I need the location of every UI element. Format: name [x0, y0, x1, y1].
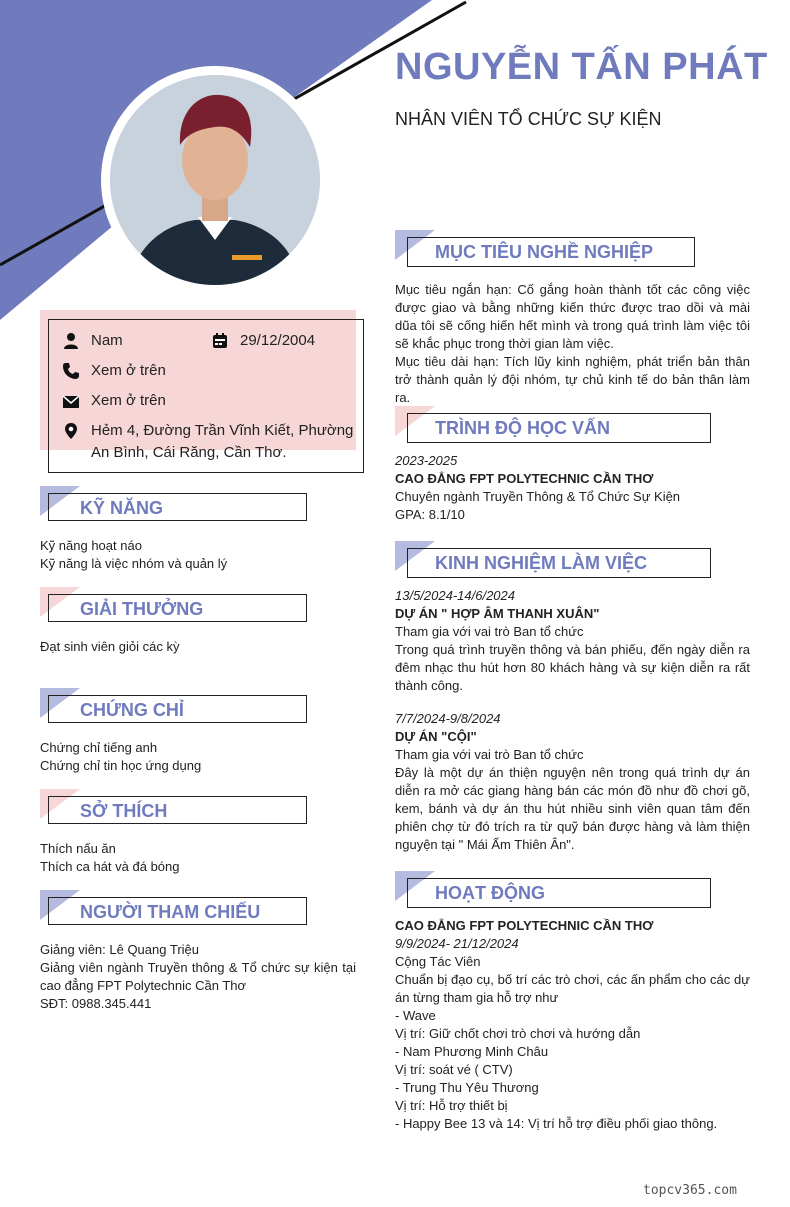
activity-description: Chuẩn bị đạo cụ, bố trí các trò chơi, các ấn phẩm cho các dự án từng tham gia hỗ trợ như — [395, 972, 750, 1005]
activities-entry — [395, 917, 750, 1133]
list-item: Giảng viên: Lê Quang Triệu — [40, 942, 199, 957]
certificates-list — [40, 739, 360, 775]
list-item: Kỹ năng hoạt náo — [40, 538, 142, 553]
references-heading: NGƯỜI THAM CHIẾU — [80, 902, 261, 922]
address-value: Hẻm 4, Đường Trần Vĩnh Kiết, Phường An Bình, Cái Răng, Cần Thơ. — [91, 422, 354, 461]
envelope-icon — [62, 392, 80, 410]
job-period: 13/5/2024-14/6/2024 — [395, 588, 515, 603]
list-item: - Nam Phương Minh Châu — [395, 1044, 549, 1059]
education-school: CAO ĐẲNG FPT POLYTECHNIC CẦN THƠ — [395, 471, 654, 486]
experience-entry — [395, 587, 750, 695]
activity-organization: CAO ĐẲNG FPT POLYTECHNIC CẦN THƠ — [395, 918, 654, 933]
experience-heading: KINH NGHIỆM LÀM VIỆC — [435, 553, 648, 573]
awards-heading: GIẢI THƯỞNG — [80, 599, 204, 619]
list-item: - Wave — [395, 1008, 436, 1023]
skills-list — [40, 537, 360, 573]
calendar-icon — [211, 332, 229, 350]
person-icon — [62, 332, 80, 350]
activity-period: 9/9/2024- 21/12/2024 — [395, 936, 519, 951]
phone-value: Xem ở trên — [91, 362, 166, 379]
phone-icon — [62, 362, 80, 380]
list-item: Chứng chỉ tiếng anh — [40, 740, 158, 755]
objective-text — [395, 281, 750, 407]
birthday-row — [211, 330, 315, 352]
birthday-value: 29/12/2004 — [240, 332, 316, 349]
certificates-heading: CHỨNG CHỈ — [80, 700, 184, 720]
awards-list — [40, 638, 360, 656]
short-term-goal: Mục tiêu ngắn hạn: Cố gắng hoàn thành tốt các công việc được giao và bằng những kiến thức được trao dồi và mài dũa tôi sẽ cống hiến hết mình và trong quá trình làm việc tôi sẽ khắc phục trong thời gian làm việc. — [395, 282, 750, 351]
education-heading: TRÌNH ĐỘ HỌC VẤN — [435, 418, 610, 438]
list-item: Thích nấu ăn — [40, 841, 116, 856]
email-value: Xem ở trên — [91, 392, 166, 409]
list-item: Thích ca hát và đá bóng — [40, 859, 180, 874]
skills-heading: KỸ NĂNG — [80, 498, 164, 518]
education-period: 2023-2025 — [395, 453, 458, 468]
education-gpa: GPA: 8.1/10 — [395, 507, 465, 522]
job-role: Tham gia với vai trò Ban tổ chức — [395, 624, 584, 639]
activities-heading: HOẠT ĐỘNG — [435, 883, 545, 903]
objective-heading: MỤC TIÊU NGHỀ NGHIỆP — [435, 242, 654, 262]
gender-row — [62, 330, 123, 352]
references-list — [40, 941, 356, 1013]
job-role: Tham gia với vai trò Ban tổ chức — [395, 747, 584, 762]
job-name: DỰ ÁN " HỢP ÂM THANH XUÂN" — [395, 606, 600, 621]
email-row — [62, 390, 166, 412]
phone-row — [62, 360, 166, 382]
experience-entry — [395, 710, 750, 854]
footer-watermark: topcv365.com — [643, 1183, 737, 1198]
hobbies-list — [40, 840, 360, 876]
list-item: Vị trí: Giữ chốt chơi trò chơi và hướng dẫn — [395, 1026, 641, 1041]
list-item: Đạt sinh viên giỏi các kỳ — [40, 639, 180, 654]
list-item: Giảng viên ngành Truyền thông & Tổ chức sự kiện tại cao đẳng FPT Polytechnic Cần Thơ — [40, 960, 356, 993]
long-term-goal: Mục tiêu dài hạn: Tích lũy kinh nghiệm, phát triển bản thân trở thành quản lý đội nhóm, tự chủ kinh tế do bản thân làm ra. — [395, 354, 750, 405]
list-item: Kỹ năng là việc nhóm và quản lý — [40, 556, 228, 571]
list-item: - Happy Bee 13 và 14: Vị trí hỗ trợ điều phối giao thông. — [395, 1116, 718, 1131]
job-name: DỰ ÁN "CỘI" — [395, 729, 477, 744]
gender-value: Nam — [91, 332, 123, 349]
list-item: Vị trí: Hỗ trợ thiết bị — [395, 1098, 508, 1113]
job-description: Đây là một dự án thiện nguyện nên trong quá trình dự án diễn ra mở các giang hàng bán các món đồ như đồ chơi gõ, kem, bánh và dự án thu hút nhiều sinh viên quan tâm đến phiên chợ từ đó trích ra từ quỹ bán được hàng và làm thiện nguyện tại " Mái Ấm Thiên Ân". — [395, 765, 750, 852]
job-period: 7/7/2024-9/8/2024 — [395, 711, 501, 726]
hobbies-heading: SỞ THÍCH — [80, 801, 168, 821]
activity-role: Cộng Tác Viên — [395, 954, 481, 969]
list-item: SĐT: 0988.345.441 — [40, 996, 152, 1011]
job-title: NHÂN VIÊN TỔ CHỨC SỰ KIỆN — [395, 109, 662, 129]
education-major: Chuyên ngành Truyền Thông & Tổ Chức Sự Kiện — [395, 489, 681, 504]
address-row — [62, 420, 362, 464]
list-item: - Trung Thu Yêu Thương — [395, 1080, 539, 1095]
list-item: Chứng chỉ tin học ứng dụng — [40, 758, 202, 773]
list-item: Vị trí: soát vé ( CTV) — [395, 1062, 513, 1077]
location-pin-icon — [62, 422, 80, 440]
candidate-name: NGUYỄN TẤN PHÁT — [395, 46, 768, 88]
education-entry — [395, 452, 750, 524]
job-description: Trong quá trình truyền thông và bán phiếu, đến ngày diễn ra đêm nhạc thu hút hơn 80 khách hàng và sự kiện diễn ra rất thành công. — [395, 642, 750, 693]
profile-photo — [101, 66, 329, 294]
